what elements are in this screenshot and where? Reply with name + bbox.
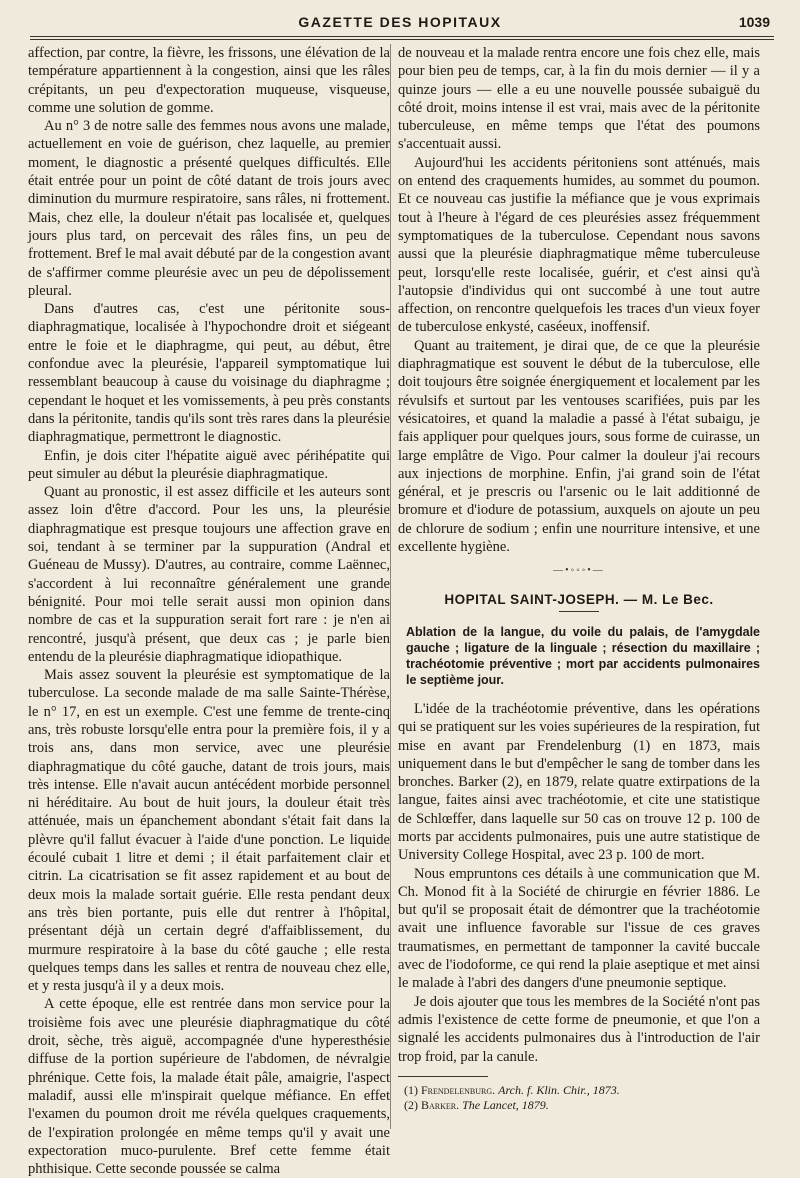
- section-separator: —•◦◦◦•—: [553, 565, 605, 577]
- page-number: 1039: [738, 14, 770, 30]
- paragraph: de nouveau et la malade rentra encore une fois chez elle, mais pour bien peu de temps, car, à la fin du mois dernier — il y a quinze jours — elle a eu une nouvelle poussée subaiguë du côté droit, moins intense il est vrai, mais avec de la péritonite tuberculeuse, en même temps que l'état des poumons s'accentuait aussi.: [398, 45, 760, 153]
- paragraph: Dans d'autres cas, c'est une péritonite sous-diaphragmatique, localisée à l'hypochondre droit et siégeant entre le foie et le diaphragme, qui peut, au début, être confondue avec la pleurésie, l'appareil symptomatique lui ressemblant beaucoup à cause du voisinage du diaphragme ; cependant le hoquet et les vomissements, à peu près constants dans la péritonite, tandis qu'ils sont très rares dans la pleurésie diaphragmatique, permettront le diagnostic.: [28, 301, 390, 446]
- column-divider: [390, 44, 391, 1129]
- paragraph: Au n° 3 de notre salle des femmes nous avons une malade, actuellement en voie de guérison, chez laquelle, au premier moment, le diagnostic a présenté quelques difficultés. Elle était entrée pour un point de côté datant de trois jours avec diminution du murmure respiratoire, sans râles, ni frottement. Mais, chez elle, la douleur n'était pas localisée et, quelques jours plus tard, on percevait des râles fins, un peu de frottement. Bref le mal avait débuté par de la congestion avant de s'affirmer comme pleurésie avec un peu de dépolissement pleural.: [28, 118, 390, 299]
- section-title: HOPITAL SAINT-JOSEPH. — M. Le Bec.: [444, 591, 714, 607]
- journal-title: GAZETTE DES HOPITAUX: [298, 14, 502, 30]
- paragraph: Nous empruntons ces détails à une communication que M. Ch. Monod fit à la Société de chirurgie en février 1886. Le but qu'il se proposait était de démontrer que la trachéotomie avait une influence favorable sur l'issue de ces graves traumatismes, en permettant de tamponner la cavité buccale avec de l'iodoforme, ce qui rend la plaie aseptique et met ainsi le malade à l'abri des dangers d'une pneumonie septique.: [398, 865, 760, 992]
- paragraph: Mais assez souvent la pleurésie est symptomatique de la tuberculose. La seconde malade de ma salle Sainte-Thérèse, le n° 17, en est un exemple. C'est une femme de trente-cinq ans, très robuste lorsqu'elle entra pour la première fois, il y a trois ans, dans mon service, avec une pleurésie diaphragmatique du côté gauche, datant de trois jours, mais très intense. Elle n'avait aucun antécédent morbide personnel ni héréditaire. Au bout de huit jours, la douleur était très atténuée, mais un épanchement abondant s'était fait dans la plèvre qu'il fallut évacuer à l'aide d'une ponction. Le liquide écoulé cubait 1 litre et demi ; il était parfaitement clair et citrin. La cicatrisation se fit assez rapidement et au bout de deux mois la malade sortait guérie. Elle resta pendant deux ans très bien portante, puis elle dut rentrer à l'hôpital, présentant déjà un certain degré d'affaiblissement, du murmure respiratoire à la base du côté gauche ; elle resta quelques temps dans les salles et rentra de nouveau chez elle, et y resta jusqu'à il y a deux mois.: [28, 667, 390, 995]
- right-column: [398, 44, 760, 1134]
- footnote-text: The Lancet, 1879.: [462, 1097, 549, 1112]
- footnote-author: Frendelenburg.: [421, 1082, 496, 1097]
- footnote-number: (2): [404, 1097, 418, 1112]
- footnote-number: (1): [404, 1082, 418, 1097]
- left-column: [28, 44, 390, 1178]
- footnote: [398, 1098, 760, 1113]
- footnote-rule: [398, 1076, 488, 1077]
- paragraph: Enfin, je dois citer l'hépatite aiguë avec périhépatite qui peut simuler au début la pleurésie diaphragmatique.: [28, 447, 390, 482]
- page-header: [30, 10, 770, 36]
- paragraph: A cette époque, elle est rentrée dans mon service pour la troisième fois avec une pleurésie diaphragmatique du côté droit, sèche, très aiguë, accompagnée d'une hyperesthésie diffuse de la portion supérieure de l'abdomen, de névralgie phrénique. Cette fois, la malade était pâle, amaigrie, l'aspect maladif, aussi elle m'inspirait quelque méfiance. En effet l'examen du poumon droit me révéla quelques craquements, de l'expiration prolongée en même temps qu'il y avait une expectoration muco-purulente. Bref cette femme était phthisique. Cette seconde poussée se calma: [28, 996, 390, 1178]
- article-subheading: Ablation de la langue, du voile du palais, de l'amygdale gauche ; ligature de la linguale ; résection du maxillaire ; trachéotomie préventive ; mort par accidents pulmonaires le septième jour.: [406, 624, 760, 687]
- paragraph: Quant au traitement, je dirai que, de ce que la pleurésie diaphragmatique est souvent le début de la tuberculose, elle doit toujours être soignée énergiquement et localement par les révulsifs et surtout par les ventouses scarifiées, puis par les vésicatoires, et quand la maladie a passé à l'état subaigu, je fais appliquer pour quelques jours, sous forme de cuirasse, un large emplâtre de Vigo. Pour calmer la douleur j'ai recours aux injections de morphine. Enfin, j'ai grand soin de l'état général, et je prescris ou l'arsenic ou le lait additionné de bromure et d'iodure de potassium, auxquels on ajoute un peu de chlorure de sodium ; enfin une nourriture intensive, et une excellente hygiène.: [398, 337, 760, 556]
- footnote: [398, 1083, 760, 1098]
- paragraph: affection, par contre, la fièvre, les frissons, une élévation de la température appartiennent à la congestion, ainsi que les râles crépitants, un peu d'expectoration muqueuse, visqueuse, comme une solution de gomme.: [28, 45, 390, 116]
- paragraph: Je dois ajouter que tous les membres de la Société n'ont pas admis l'existence de cette forme de pneumonie, et que l'on a signalé les accidents pulmonaires dus à l'introduction de l'air trop froid, par la canule.: [398, 993, 760, 1065]
- paragraph: L'idée de la trachéotomie préventive, dans les opérations qui se pratiquent sur les voies supérieures de la respiration, fut mise en avant par Frendelenburg (1) en 1873, mais uniquement dans le but d'empêcher le sang de tomber dans les bronches. Barker (2), en 1879, relate quatre extirpations de la langue, faites ainsi avec trachéotomie, et cite une statistique de Schlœffer, dans laquelle sur 50 cas on trouve 12 p. 100 de morts par accidents pulmonaires, puis une autre statistique de University College Hospital, avec 23 p. 100 de mort.: [398, 700, 760, 864]
- title-rule: [559, 611, 599, 612]
- footnote-author: Barker.: [421, 1097, 460, 1112]
- footnote-text: Arch. f. Klin. Chir., 1873.: [498, 1082, 620, 1097]
- paragraph: Aujourd'hui les accidents péritoniens sont atténués, mais on entend des craquements humides, au sommet du poumon. Et ce nouveau cas justifie la méfiance que je vous exprimais tout à l'heure à l'égard de ces pleurésies assez fréquemment symptomatiques de la tuberculose. Cependant nous savons aussi que la pleurésie diaphragmatique même tuberculeuse peut, lorsqu'elle reste localisée, guérir, et c'est ainsi qu'à l'autopsie d'individus qui ont succombé à une tout autre affection, on rencontre quelquefois les traces d'un vieux foyer de tuberculose enkysté, caséeux, inoffensif.: [398, 154, 760, 336]
- paragraph: Quant au pronostic, il est assez difficile et les auteurs sont assez loin d'être d'accord. Pour les uns, la pleurésie diaphragmatique est presque toujours une affection grave en soi, tendant à se terminer par la suppuration (Andral et Guéneau de Mussy). D'autres, au contraire, comme Laënnec, s'accordent à lui reconnaître généralement une grande bénignité. Pour moi telle serait aussi mon opinion dans nombre de cas et la suppuration serait fort rare : je n'en ai rencontré, jusqu'à présent, que deux cas ; je parle bien entendu de la pleurésie diaphragmatique idiopathique.: [28, 484, 390, 665]
- header-rule: [30, 36, 774, 40]
